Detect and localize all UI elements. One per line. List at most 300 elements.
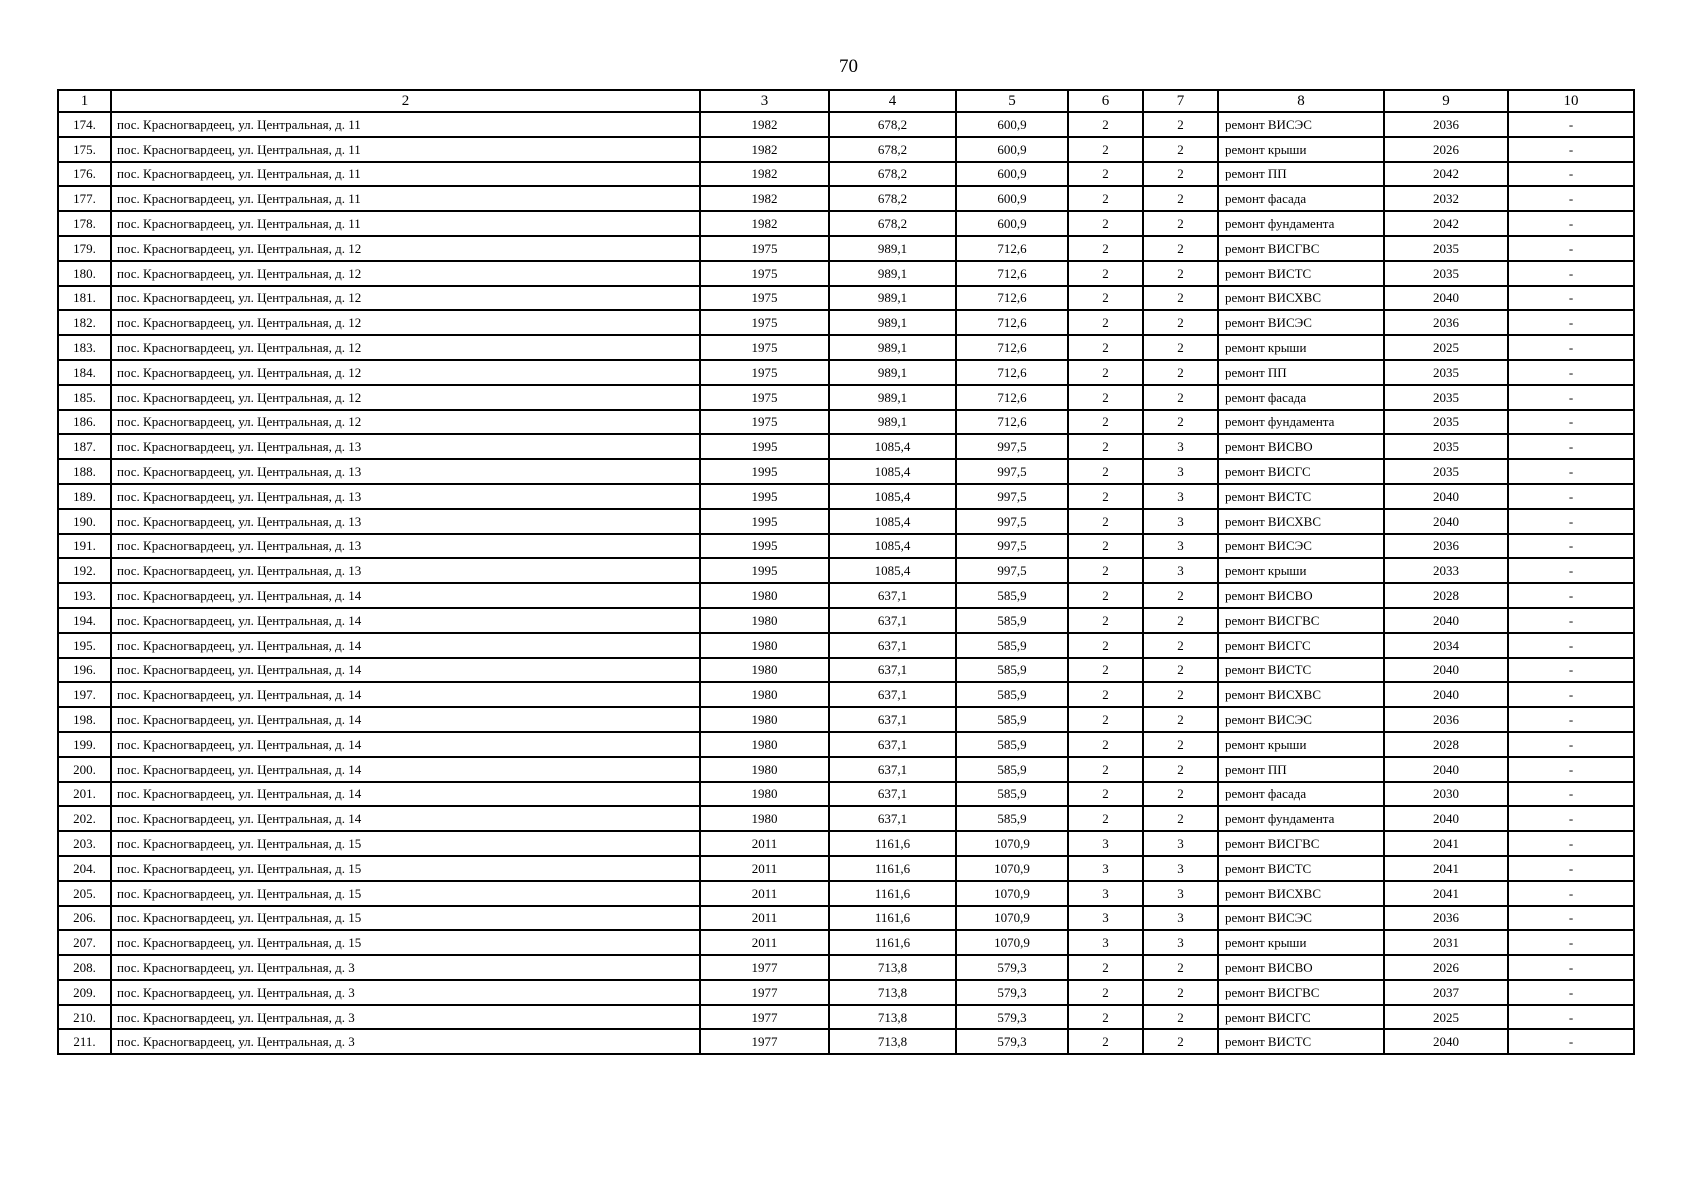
column-header: 1 <box>58 90 111 112</box>
total-area-cell: 989,1 <box>829 360 956 385</box>
row-number-cell: 180. <box>58 261 111 286</box>
note-cell: - <box>1508 335 1634 360</box>
entrances-cell: 2 <box>1068 484 1143 509</box>
row-number-cell: 207. <box>58 930 111 955</box>
total-area-cell: 637,1 <box>829 633 956 658</box>
address-cell: пос. Красногвардеец, ул. Центральная, д. 14 <box>111 732 700 757</box>
total-area-cell: 637,1 <box>829 782 956 807</box>
address-cell: пос. Красногвардеец, ул. Центральная, д. 11 <box>111 112 700 137</box>
entrances-cell: 2 <box>1068 633 1143 658</box>
entrances-cell: 2 <box>1068 261 1143 286</box>
planned-year-cell: 2035 <box>1384 261 1508 286</box>
living-area-cell: 579,3 <box>956 1005 1068 1030</box>
work-type-cell: ремонт ВИСТС <box>1218 261 1384 286</box>
work-type-cell: ремонт ВИСВО <box>1218 955 1384 980</box>
work-type-cell: ремонт ВИСТС <box>1218 856 1384 881</box>
total-area-cell: 1085,4 <box>829 558 956 583</box>
table-row <box>58 261 1634 286</box>
table-row <box>58 782 1634 807</box>
year-built-cell: 1977 <box>700 980 829 1005</box>
planned-year-cell: 2040 <box>1384 806 1508 831</box>
row-number-cell: 185. <box>58 385 111 410</box>
year-built-cell: 2011 <box>700 930 829 955</box>
address-cell: пос. Красногвардеец, ул. Центральная, д. 12 <box>111 360 700 385</box>
address-cell: пос. Красногвардеец, ул. Центральная, д. 14 <box>111 658 700 683</box>
row-number-cell: 204. <box>58 856 111 881</box>
planned-year-cell: 2041 <box>1384 856 1508 881</box>
row-number-cell: 186. <box>58 410 111 435</box>
total-area-cell: 637,1 <box>829 757 956 782</box>
entrances-cell: 2 <box>1068 955 1143 980</box>
table-row <box>58 658 1634 683</box>
entrances-cell: 2 <box>1068 236 1143 261</box>
note-cell: - <box>1508 484 1634 509</box>
total-area-cell: 678,2 <box>829 137 956 162</box>
total-area-cell: 637,1 <box>829 732 956 757</box>
table-body <box>58 112 1634 1054</box>
entrances-cell: 2 <box>1068 434 1143 459</box>
year-built-cell: 1982 <box>700 137 829 162</box>
total-area-cell: 989,1 <box>829 335 956 360</box>
year-built-cell: 1975 <box>700 236 829 261</box>
total-area-cell: 637,1 <box>829 707 956 732</box>
total-area-cell: 637,1 <box>829 608 956 633</box>
living-area-cell: 997,5 <box>956 484 1068 509</box>
work-type-cell: ремонт ПП <box>1218 757 1384 782</box>
living-area-cell: 712,6 <box>956 261 1068 286</box>
work-type-cell: ремонт фасада <box>1218 186 1384 211</box>
work-type-cell: ремонт крыши <box>1218 558 1384 583</box>
work-type-cell: ремонт ВИСВО <box>1218 434 1384 459</box>
total-area-cell: 713,8 <box>829 955 956 980</box>
row-number-cell: 194. <box>58 608 111 633</box>
living-area-cell: 600,9 <box>956 211 1068 236</box>
planned-year-cell: 2036 <box>1384 310 1508 335</box>
entrances-cell: 2 <box>1068 211 1143 236</box>
entrances-cell: 2 <box>1068 558 1143 583</box>
floors-cell: 2 <box>1143 410 1218 435</box>
total-area-cell: 713,8 <box>829 1005 956 1030</box>
row-number-cell: 197. <box>58 682 111 707</box>
entrances-cell: 2 <box>1068 459 1143 484</box>
note-cell: - <box>1508 236 1634 261</box>
column-header: 4 <box>829 90 956 112</box>
table-row <box>58 831 1634 856</box>
year-built-cell: 1980 <box>700 658 829 683</box>
work-type-cell: ремонт ВИСХВС <box>1218 682 1384 707</box>
total-area-cell: 1085,4 <box>829 509 956 534</box>
work-type-cell: ремонт ВИСЭС <box>1218 534 1384 559</box>
floors-cell: 2 <box>1143 583 1218 608</box>
planned-year-cell: 2035 <box>1384 385 1508 410</box>
year-built-cell: 1980 <box>700 633 829 658</box>
planned-year-cell: 2040 <box>1384 509 1508 534</box>
row-number-cell: 191. <box>58 534 111 559</box>
row-number-cell: 184. <box>58 360 111 385</box>
row-number-cell: 196. <box>58 658 111 683</box>
living-area-cell: 1070,9 <box>956 831 1068 856</box>
row-number-cell: 177. <box>58 186 111 211</box>
planned-year-cell: 2040 <box>1384 658 1508 683</box>
year-built-cell: 2011 <box>700 831 829 856</box>
note-cell: - <box>1508 707 1634 732</box>
total-area-cell: 678,2 <box>829 186 956 211</box>
address-cell: пос. Красногвардеец, ул. Центральная, д. 11 <box>111 211 700 236</box>
living-area-cell: 579,3 <box>956 980 1068 1005</box>
total-area-cell: 1085,4 <box>829 459 956 484</box>
column-header: 2 <box>111 90 700 112</box>
floors-cell: 3 <box>1143 558 1218 583</box>
work-type-cell: ремонт ВИСЭС <box>1218 310 1384 335</box>
year-built-cell: 1995 <box>700 558 829 583</box>
floors-cell: 2 <box>1143 1005 1218 1030</box>
work-type-cell: ремонт крыши <box>1218 930 1384 955</box>
planned-year-cell: 2041 <box>1384 881 1508 906</box>
work-type-cell: ремонт ВИСЭС <box>1218 906 1384 931</box>
note-cell: - <box>1508 137 1634 162</box>
row-number-cell: 183. <box>58 335 111 360</box>
living-area-cell: 997,5 <box>956 509 1068 534</box>
floors-cell: 2 <box>1143 162 1218 187</box>
entrances-cell: 2 <box>1068 980 1143 1005</box>
living-area-cell: 997,5 <box>956 459 1068 484</box>
year-built-cell: 1980 <box>700 608 829 633</box>
table-row <box>58 806 1634 831</box>
total-area-cell: 1161,6 <box>829 856 956 881</box>
living-area-cell: 600,9 <box>956 186 1068 211</box>
note-cell: - <box>1508 757 1634 782</box>
note-cell: - <box>1508 955 1634 980</box>
living-area-cell: 600,9 <box>956 112 1068 137</box>
planned-year-cell: 2036 <box>1384 707 1508 732</box>
note-cell: - <box>1508 906 1634 931</box>
total-area-cell: 1161,6 <box>829 831 956 856</box>
floors-cell: 3 <box>1143 856 1218 881</box>
year-built-cell: 1980 <box>700 806 829 831</box>
year-built-cell: 1995 <box>700 434 829 459</box>
year-built-cell: 1982 <box>700 211 829 236</box>
planned-year-cell: 2028 <box>1384 583 1508 608</box>
year-built-cell: 1980 <box>700 732 829 757</box>
year-built-cell: 1982 <box>700 186 829 211</box>
entrances-cell: 3 <box>1068 906 1143 931</box>
entrances-cell: 2 <box>1068 186 1143 211</box>
living-area-cell: 585,9 <box>956 732 1068 757</box>
total-area-cell: 989,1 <box>829 236 956 261</box>
floors-cell: 3 <box>1143 484 1218 509</box>
note-cell: - <box>1508 310 1634 335</box>
year-built-cell: 1980 <box>700 682 829 707</box>
year-built-cell: 2011 <box>700 881 829 906</box>
note-cell: - <box>1508 360 1634 385</box>
note-cell: - <box>1508 831 1634 856</box>
address-cell: пос. Красногвардеец, ул. Центральная, д. 13 <box>111 484 700 509</box>
table-row <box>58 980 1634 1005</box>
entrances-cell: 2 <box>1068 583 1143 608</box>
note-cell: - <box>1508 930 1634 955</box>
work-type-cell: ремонт ВИСТС <box>1218 658 1384 683</box>
planned-year-cell: 2040 <box>1384 682 1508 707</box>
row-number-cell: 189. <box>58 484 111 509</box>
address-cell: пос. Красногвардеец, ул. Центральная, д. 12 <box>111 310 700 335</box>
planned-year-cell: 2026 <box>1384 137 1508 162</box>
table-row <box>58 930 1634 955</box>
entrances-cell: 3 <box>1068 856 1143 881</box>
floors-cell: 2 <box>1143 286 1218 311</box>
table-header-row <box>58 90 1634 112</box>
year-built-cell: 1975 <box>700 385 829 410</box>
work-type-cell: ремонт ВИСГВС <box>1218 236 1384 261</box>
note-cell: - <box>1508 583 1634 608</box>
column-header: 3 <box>700 90 829 112</box>
entrances-cell: 2 <box>1068 335 1143 360</box>
entrances-cell: 2 <box>1068 658 1143 683</box>
table-row <box>58 162 1634 187</box>
note-cell: - <box>1508 509 1634 534</box>
note-cell: - <box>1508 286 1634 311</box>
table-row <box>58 236 1634 261</box>
living-area-cell: 1070,9 <box>956 906 1068 931</box>
table-row <box>58 1029 1634 1054</box>
row-number-cell: 193. <box>58 583 111 608</box>
work-type-cell: ремонт ВИСГС <box>1218 459 1384 484</box>
note-cell: - <box>1508 385 1634 410</box>
table-row <box>58 410 1634 435</box>
note-cell: - <box>1508 782 1634 807</box>
entrances-cell: 2 <box>1068 385 1143 410</box>
total-area-cell: 713,8 <box>829 1029 956 1054</box>
year-built-cell: 1975 <box>700 286 829 311</box>
living-area-cell: 579,3 <box>956 955 1068 980</box>
note-cell: - <box>1508 261 1634 286</box>
table-row <box>58 286 1634 311</box>
row-number-cell: 178. <box>58 211 111 236</box>
address-cell: пос. Красногвардеец, ул. Центральная, д. 12 <box>111 410 700 435</box>
year-built-cell: 1975 <box>700 261 829 286</box>
column-header: 5 <box>956 90 1068 112</box>
note-cell: - <box>1508 806 1634 831</box>
planned-year-cell: 2036 <box>1384 906 1508 931</box>
total-area-cell: 713,8 <box>829 980 956 1005</box>
floors-cell: 3 <box>1143 881 1218 906</box>
year-built-cell: 1995 <box>700 459 829 484</box>
year-built-cell: 1980 <box>700 583 829 608</box>
living-area-cell: 585,9 <box>956 583 1068 608</box>
work-type-cell: ремонт крыши <box>1218 137 1384 162</box>
note-cell: - <box>1508 558 1634 583</box>
table-row <box>58 856 1634 881</box>
address-cell: пос. Красногвардеец, ул. Центральная, д. 12 <box>111 385 700 410</box>
planned-year-cell: 2041 <box>1384 831 1508 856</box>
floors-cell: 2 <box>1143 955 1218 980</box>
address-cell: пос. Красногвардеец, ул. Центральная, д. 13 <box>111 558 700 583</box>
work-type-cell: ремонт фундамента <box>1218 211 1384 236</box>
living-area-cell: 585,9 <box>956 806 1068 831</box>
year-built-cell: 2011 <box>700 856 829 881</box>
table-row <box>58 509 1634 534</box>
table-row <box>58 906 1634 931</box>
year-built-cell: 1982 <box>700 162 829 187</box>
total-area-cell: 1085,4 <box>829 534 956 559</box>
living-area-cell: 997,5 <box>956 534 1068 559</box>
note-cell: - <box>1508 534 1634 559</box>
total-area-cell: 637,1 <box>829 658 956 683</box>
year-built-cell: 1977 <box>700 1029 829 1054</box>
address-cell: пос. Красногвардеец, ул. Центральная, д. 11 <box>111 186 700 211</box>
living-area-cell: 1070,9 <box>956 856 1068 881</box>
living-area-cell: 712,6 <box>956 360 1068 385</box>
entrances-cell: 2 <box>1068 360 1143 385</box>
address-cell: пос. Красногвардеец, ул. Центральная, д. 3 <box>111 1029 700 1054</box>
year-built-cell: 1995 <box>700 509 829 534</box>
entrances-cell: 2 <box>1068 707 1143 732</box>
year-built-cell: 1975 <box>700 360 829 385</box>
note-cell: - <box>1508 881 1634 906</box>
work-type-cell: ремонт ВИСГВС <box>1218 608 1384 633</box>
year-built-cell: 1982 <box>700 112 829 137</box>
floors-cell: 2 <box>1143 112 1218 137</box>
floors-cell: 2 <box>1143 335 1218 360</box>
year-built-cell: 1977 <box>700 1005 829 1030</box>
total-area-cell: 1161,6 <box>829 930 956 955</box>
column-header: 6 <box>1068 90 1143 112</box>
work-type-cell: ремонт ВИСГВС <box>1218 831 1384 856</box>
total-area-cell: 678,2 <box>829 211 956 236</box>
address-cell: пос. Красногвардеец, ул. Центральная, д. 13 <box>111 459 700 484</box>
note-cell: - <box>1508 112 1634 137</box>
row-number-cell: 179. <box>58 236 111 261</box>
planned-year-cell: 2036 <box>1384 112 1508 137</box>
column-header: 10 <box>1508 90 1634 112</box>
address-cell: пос. Красногвардеец, ул. Центральная, д. 14 <box>111 633 700 658</box>
year-built-cell: 1975 <box>700 410 829 435</box>
entrances-cell: 2 <box>1068 757 1143 782</box>
row-number-cell: 174. <box>58 112 111 137</box>
year-built-cell: 1995 <box>700 534 829 559</box>
note-cell: - <box>1508 1029 1634 1054</box>
note-cell: - <box>1508 211 1634 236</box>
table-row <box>58 360 1634 385</box>
total-area-cell: 989,1 <box>829 261 956 286</box>
page-number: 70 <box>839 56 858 77</box>
floors-cell: 2 <box>1143 310 1218 335</box>
work-type-cell: ремонт ВИСЭС <box>1218 707 1384 732</box>
note-cell: - <box>1508 658 1634 683</box>
planned-year-cell: 2025 <box>1384 335 1508 360</box>
work-type-cell: ремонт фасада <box>1218 385 1384 410</box>
floors-cell: 2 <box>1143 186 1218 211</box>
table-row <box>58 558 1634 583</box>
planned-year-cell: 2028 <box>1384 732 1508 757</box>
work-type-cell: ремонт ВИСГС <box>1218 633 1384 658</box>
table-row <box>58 186 1634 211</box>
floors-cell: 2 <box>1143 385 1218 410</box>
entrances-cell: 2 <box>1068 410 1143 435</box>
note-cell: - <box>1508 434 1634 459</box>
living-area-cell: 600,9 <box>956 162 1068 187</box>
table-row <box>58 583 1634 608</box>
planned-year-cell: 2035 <box>1384 236 1508 261</box>
planned-year-cell: 2040 <box>1384 608 1508 633</box>
entrances-cell: 2 <box>1068 310 1143 335</box>
living-area-cell: 1070,9 <box>956 881 1068 906</box>
floors-cell: 3 <box>1143 906 1218 931</box>
floors-cell: 2 <box>1143 658 1218 683</box>
total-area-cell: 1085,4 <box>829 484 956 509</box>
row-number-cell: 195. <box>58 633 111 658</box>
address-cell: пос. Красногвардеец, ул. Центральная, д. 12 <box>111 236 700 261</box>
table-row <box>58 682 1634 707</box>
row-number-cell: 203. <box>58 831 111 856</box>
table-row <box>58 434 1634 459</box>
address-cell: пос. Красногвардеец, ул. Центральная, д. 14 <box>111 608 700 633</box>
row-number-cell: 182. <box>58 310 111 335</box>
note-cell: - <box>1508 1005 1634 1030</box>
floors-cell: 2 <box>1143 1029 1218 1054</box>
entrances-cell: 2 <box>1068 286 1143 311</box>
table-row <box>58 459 1634 484</box>
living-area-cell: 585,9 <box>956 782 1068 807</box>
living-area-cell: 1070,9 <box>956 930 1068 955</box>
living-area-cell: 585,9 <box>956 682 1068 707</box>
planned-year-cell: 2042 <box>1384 211 1508 236</box>
row-number-cell: 209. <box>58 980 111 1005</box>
total-area-cell: 678,2 <box>829 162 956 187</box>
total-area-cell: 1085,4 <box>829 434 956 459</box>
living-area-cell: 712,6 <box>956 410 1068 435</box>
total-area-cell: 637,1 <box>829 682 956 707</box>
address-cell: пос. Красногвардеец, ул. Центральная, д. 12 <box>111 335 700 360</box>
row-number-cell: 208. <box>58 955 111 980</box>
note-cell: - <box>1508 633 1634 658</box>
row-number-cell: 192. <box>58 558 111 583</box>
total-area-cell: 637,1 <box>829 583 956 608</box>
work-type-cell: ремонт фасада <box>1218 782 1384 807</box>
entrances-cell: 2 <box>1068 112 1143 137</box>
total-area-cell: 989,1 <box>829 385 956 410</box>
planned-year-cell: 2030 <box>1384 782 1508 807</box>
entrances-cell: 2 <box>1068 534 1143 559</box>
planned-year-cell: 2037 <box>1384 980 1508 1005</box>
living-area-cell: 585,9 <box>956 658 1068 683</box>
floors-cell: 2 <box>1143 757 1218 782</box>
address-cell: пос. Красногвардеец, ул. Центральная, д. 15 <box>111 930 700 955</box>
table-row <box>58 112 1634 137</box>
year-built-cell: 1977 <box>700 955 829 980</box>
address-cell: пос. Красногвардеец, ул. Центральная, д. 14 <box>111 806 700 831</box>
work-type-cell: ремонт ВИСХВС <box>1218 286 1384 311</box>
work-type-cell: ремонт ВИСТС <box>1218 484 1384 509</box>
work-type-cell: ремонт ВИСГВС <box>1218 980 1384 1005</box>
living-area-cell: 585,9 <box>956 633 1068 658</box>
work-type-cell: ремонт ВИСГС <box>1218 1005 1384 1030</box>
planned-year-cell: 2040 <box>1384 1029 1508 1054</box>
floors-cell: 3 <box>1143 509 1218 534</box>
address-cell: пос. Красногвардеец, ул. Центральная, д. 13 <box>111 509 700 534</box>
column-header: 9 <box>1384 90 1508 112</box>
table-row <box>58 757 1634 782</box>
entrances-cell: 2 <box>1068 137 1143 162</box>
entrances-cell: 2 <box>1068 162 1143 187</box>
address-cell: пос. Красногвардеец, ул. Центральная, д. 14 <box>111 583 700 608</box>
row-number-cell: 190. <box>58 509 111 534</box>
address-cell: пос. Красногвардеец, ул. Центральная, д. 11 <box>111 162 700 187</box>
entrances-cell: 2 <box>1068 608 1143 633</box>
entrances-cell: 3 <box>1068 930 1143 955</box>
table-row <box>58 310 1634 335</box>
note-cell: - <box>1508 186 1634 211</box>
living-area-cell: 579,3 <box>956 1029 1068 1054</box>
